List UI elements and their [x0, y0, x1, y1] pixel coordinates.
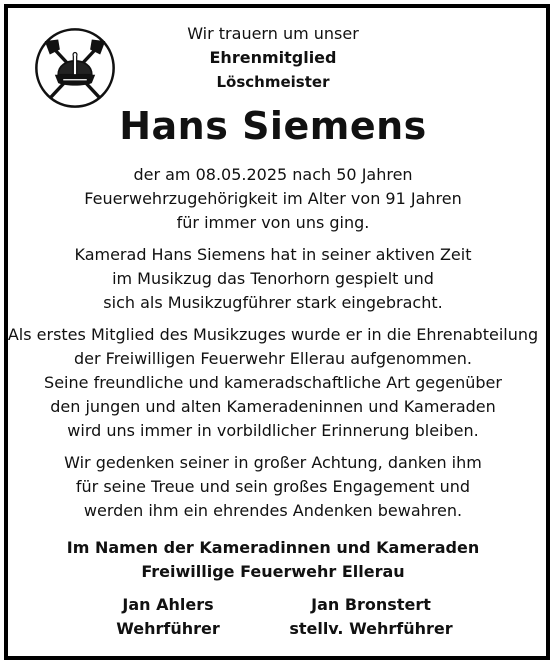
signatory-name: Jan Ahlers: [122, 595, 214, 614]
honorary-title: Ehrenmitglied: [209, 48, 337, 67]
paragraph-line: Kamerad Hans Siemens hat in seiner aktiven Zeit: [74, 245, 472, 264]
paragraph-line: im Musikzug das Tenorhorn gespielt und: [112, 269, 434, 288]
paragraph-line: für seine Treue und sein großes Engagement und: [75, 477, 471, 496]
paragraph-line: Seine freundliche und kameradschaftliche Art gegenüber: [44, 373, 502, 392]
paragraph-line: der Freiwilligen Feuerwehr Ellerau aufgenommen.: [74, 349, 472, 368]
signatory-name: Jan Bronstert: [311, 595, 431, 614]
paragraph-line: werden ihm ein ehrendes Andenken bewahren.: [83, 501, 463, 520]
paragraph-line: wird uns immer in vorbildlicher Erinnerung bleiben.: [67, 421, 479, 440]
paragraph-remembrance: [0, 451, 546, 523]
deceased-name: Hans Siemens: [119, 104, 427, 148]
rank-title: Löschmeister: [216, 73, 330, 91]
paragraph-service: [0, 163, 546, 235]
paragraph-line: den jungen und alten Kameradeninnen und Kameraden: [50, 397, 496, 416]
paragraph-line: Feuerwehrzugehörigkeit im Alter von 91 Jahren: [84, 189, 462, 208]
organization-name: Freiwillige Feuerwehr Ellerau: [141, 562, 405, 581]
closing-block: [0, 536, 546, 584]
paragraph-line: Wir gedenken seiner in großer Achtung, danken ihm: [64, 453, 482, 472]
paragraph-line: der am 08.05.2025 nach 50 Jahren: [133, 165, 413, 184]
signatory-1: [58, 593, 278, 641]
signatory-2: [261, 593, 481, 641]
paragraph-line: sich als Musikzugführer stark eingebracht.: [103, 293, 443, 312]
closing-line: Im Namen der Kameradinnen und Kameraden: [66, 538, 480, 557]
signatory-role: Wehrführer: [116, 619, 220, 638]
paragraph-honor: [0, 323, 546, 443]
paragraph-line: Als erstes Mitglied des Musikzuges wurde er in die Ehrenabteilung: [7, 325, 539, 344]
paragraph-line: für immer von uns ging.: [176, 213, 370, 232]
paragraph-music: [0, 243, 546, 315]
intro-line: Wir trauern um unser: [187, 24, 359, 43]
signatory-role: stellv. Wehrführer: [289, 619, 453, 638]
